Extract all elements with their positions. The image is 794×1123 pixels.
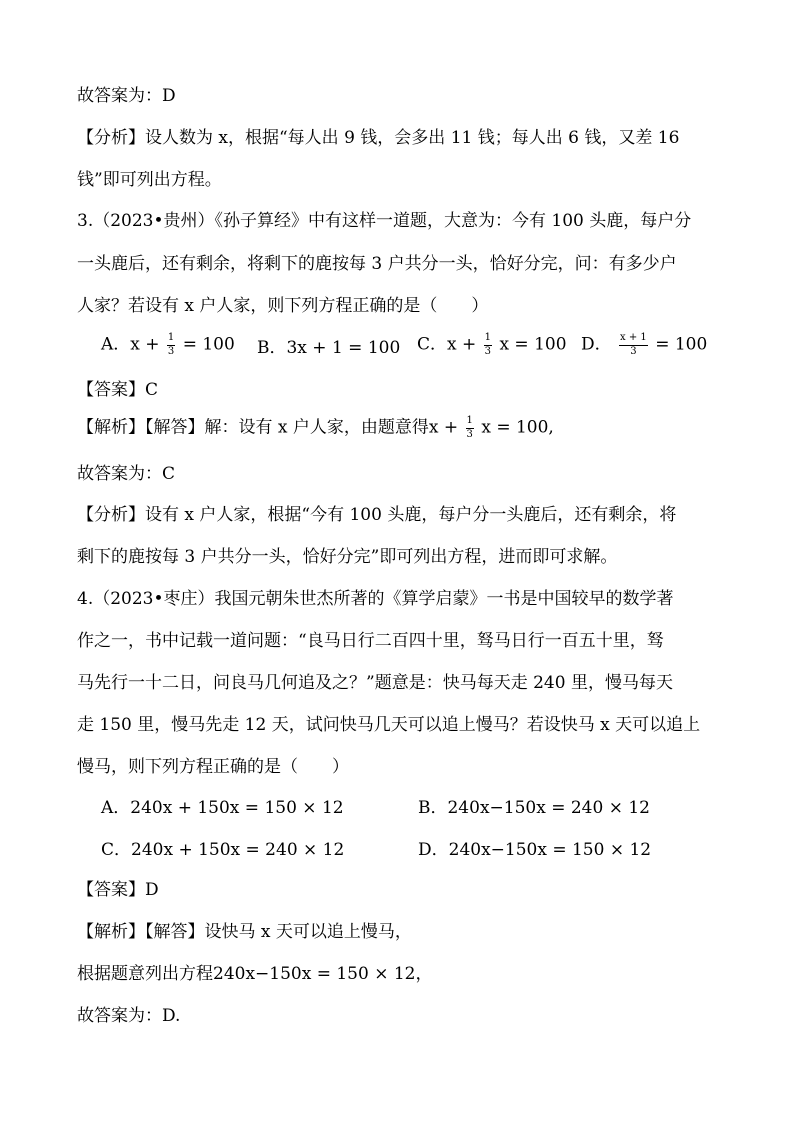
q3-solution-pre: 【解析】【解答】解：设有 x 户人家，由题意得x + [77, 417, 459, 438]
q3-option-a-post: = 100 [182, 334, 235, 355]
q4-option-a: A．240x + 150x = 150 × 12 [101, 798, 344, 818]
q4-answer: 【答案】D [77, 880, 159, 900]
q3-option-d-den: 3 [630, 345, 637, 357]
q4-line-5: 慢马，则下列方程正确的是（ ） [77, 757, 349, 777]
q3-option-c-fraction [484, 333, 492, 357]
q3-option-a-num: 1 [167, 333, 175, 346]
q3-analysis-line-2: 剩下的鹿按每 3 户共分一头，恰好分完”即可列出方程，进而即可求解。 [77, 547, 618, 567]
q3-line-3: 人家？若设有 x 户人家，则下列方程正确的是（ ） [77, 296, 489, 316]
q3-line-2: 一头鹿后，还有剩余，将剩下的鹿按每 3 户共分一头，恰好分完，问：有多少户 [77, 254, 677, 274]
q3-option-d-pre: D． [581, 334, 612, 355]
prev-conclusion: 故答案为：D [77, 86, 176, 106]
q3-solution-num: 1 [466, 416, 474, 429]
q4-line-2: 作之一，书中记载一道问题：“良马日行二百四十里，驽马日行一百五十里，驽 [77, 631, 664, 651]
q3-answer: 【答案】C [77, 380, 159, 400]
q4-solution-line-2: 根据题意列出方程240x−150x = 150 × 12， [77, 964, 433, 984]
q4-line-1: 4.（2023•枣庄）我国元朝朱世杰所著的《算学启蒙》一书是中国较早的数学著 [77, 589, 674, 609]
q3-option-a-pre: A．x + [101, 334, 160, 355]
q4-option-b: B．240x−150x = 240 × 12 [418, 798, 650, 818]
q3-option-c-pre: C．x + [417, 334, 477, 355]
q4-line-3: 马先行一十二日，问良马几何追及之？”题意是：快马每天走 240 里，慢马每天 [77, 673, 673, 693]
q4-line-4: 走 150 里，慢马先走 12 天，试问快马几天可以追上慢马？若设快马 x 天可以追上 [77, 715, 701, 735]
q3-option-c-num: 1 [484, 333, 492, 346]
q3-option-b: B．3x + 1 = 100 [257, 338, 401, 358]
prev-analysis-line-1: 【分析】设人数为 x，根据“每人出 9 钱，会多出 11 钱；每人出 6 钱，又差 16 [77, 128, 680, 148]
q3-solution-fraction [466, 416, 474, 440]
q3-solution [77, 416, 554, 440]
q4-option-d: D．240x−150x = 150 × 12 [418, 840, 652, 860]
prev-analysis-line-2: 钱”即可列出方程。 [77, 170, 222, 190]
q3-option-d-num: x + 1 [619, 333, 648, 346]
q4-option-c: C．240x + 150x = 240 × 12 [101, 840, 345, 860]
q3-line-1: 3.（2023•贵州）《孙子算经》中有这样一道题，大意为：今有 100 头鹿，每户分 [77, 211, 692, 231]
q3-option-a-den: 3 [167, 345, 175, 357]
q3-option-c [417, 333, 567, 357]
q3-solution-den: 3 [466, 428, 473, 440]
q3-option-a-fraction [167, 333, 175, 357]
q4-conclusion: 故答案为：D. [77, 1006, 181, 1026]
q3-option-d [581, 333, 707, 357]
q4-solution-line-1: 【解析】【解答】设快马 x 天可以追上慢马， [77, 922, 412, 942]
q3-option-c-den: 3 [484, 345, 492, 357]
q3-option-d-fraction [619, 333, 648, 357]
q3-option-d-post: = 100 [655, 334, 708, 355]
q3-analysis-line-1: 【分析】设有 x 户人家，根据“今有 100 头鹿，每户分一头鹿后，还有剩余，将 [77, 505, 677, 525]
q3-conclusion: 故答案为：C [77, 464, 176, 484]
q3-option-a [101, 333, 235, 357]
q3-option-c-post: x = 100 [499, 334, 567, 355]
q3-solution-post: x = 100, [481, 417, 554, 438]
